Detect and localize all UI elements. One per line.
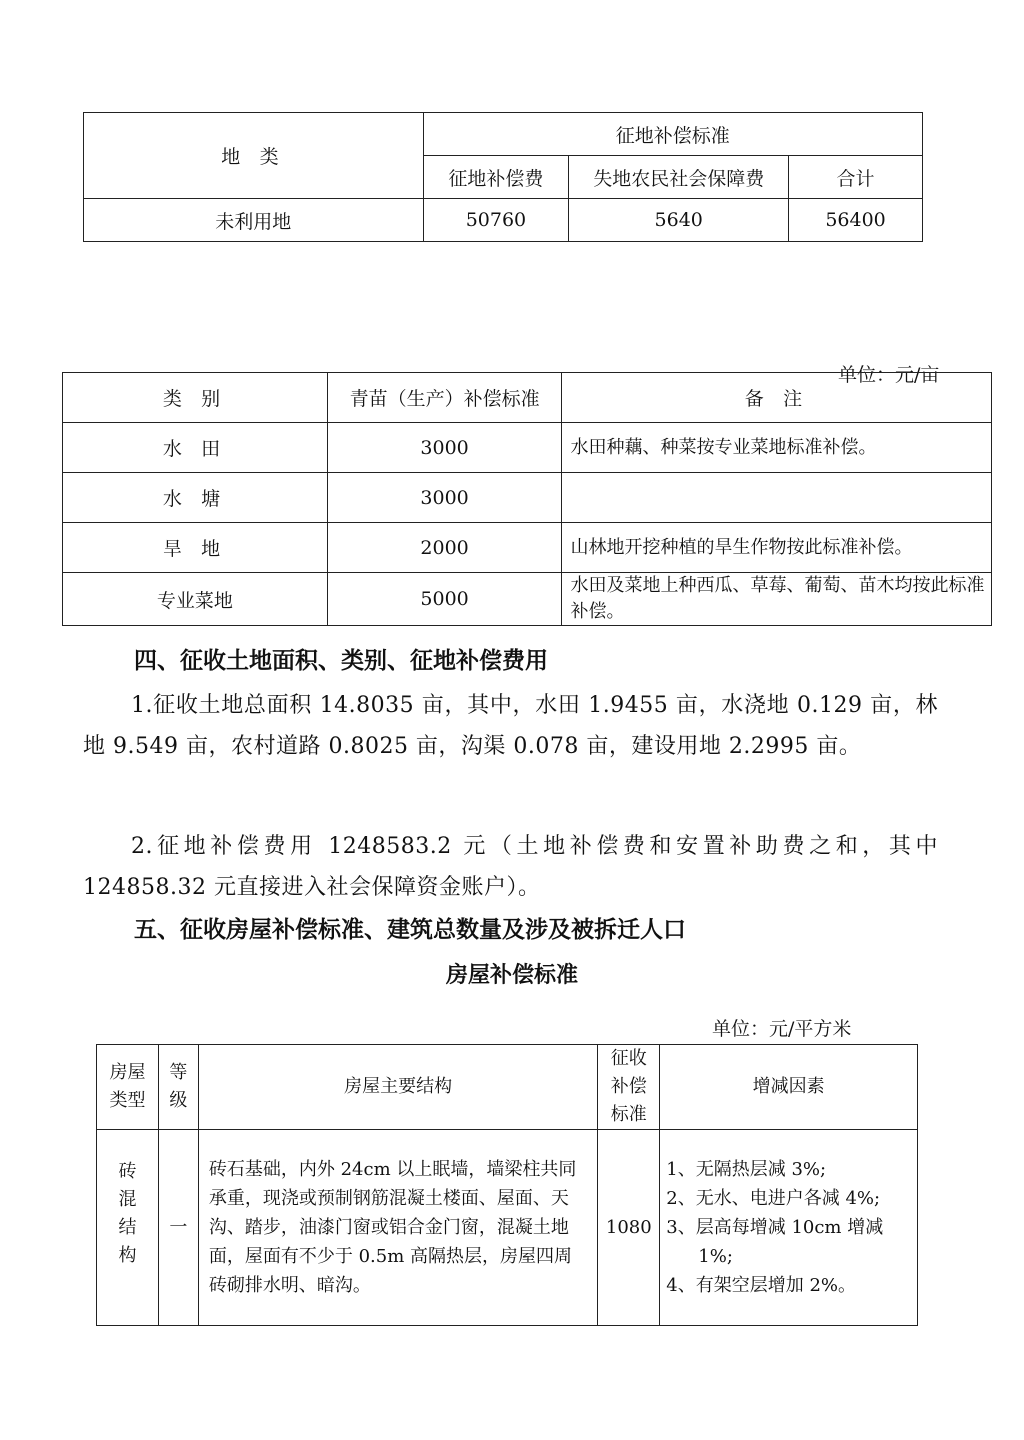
factor-item: 2、无水、电进户各减 4%;	[666, 1188, 881, 1209]
header-note: 备 注	[562, 373, 992, 423]
header-grade: 等 级	[158, 1045, 198, 1130]
table-row	[63, 573, 992, 626]
cell-standard: 3000	[327, 473, 562, 523]
header-main-structure: 房屋主要结构	[198, 1045, 597, 1130]
cell-category: 水 田	[63, 423, 328, 473]
factor-item: 4、有架空层增加 2%。	[666, 1275, 856, 1296]
header-total: 合计	[789, 156, 923, 199]
house-compensation-table	[96, 1044, 918, 1326]
cell-adjustment-factors	[660, 1130, 918, 1326]
unit-label: 单位：元/亩	[838, 364, 940, 386]
table-row	[63, 473, 992, 523]
section4-paragraph-2: 2.征地补偿费用 1248583.2 元（土地补偿费和安置补助费之和，其中 124858.32 元直接进入社会保障资金账户）。	[83, 834, 938, 900]
house-table-title: 房屋补偿标准	[445, 962, 578, 988]
factor-item: 3、层高每增减 10cm 增减 1%;	[666, 1217, 884, 1267]
cell-compensation-standard: 1080	[598, 1130, 660, 1326]
cell-note: 山林地开挖种植的旱生作物按此标准补偿。	[562, 523, 992, 573]
cell-social-security: 5640	[569, 199, 789, 242]
header-compensation-fee: 征地补偿费	[423, 156, 569, 199]
cell-standard: 3000	[327, 423, 562, 473]
cell-land-type: 未利用地	[84, 199, 424, 242]
header-compensation-standard: 征地补偿标准	[423, 113, 923, 156]
header-adjustment-factors: 增减因素	[660, 1045, 918, 1130]
header-crop-standard: 青苗（生产）补偿标准	[327, 373, 562, 423]
land-compensation-table	[83, 112, 923, 242]
cell-note: 水田种藕、种菜按专业菜地标准补偿。	[562, 423, 992, 473]
cell-category: 旱 地	[63, 523, 328, 573]
section5-heading: 五、征收房屋补偿标准、建筑总数量及涉及被拆迁人口	[134, 916, 686, 943]
factor-item: 1、无隔热层减 3%;	[666, 1159, 827, 1180]
section4-paragraph-1: 1.征收土地总面积 14.8035 亩，其中，水田 1.9455 亩，水浇地 0.129 亩，林地 9.549 亩，农村道路 0.8025 亩，沟渠 0.078 亩，建设用地 2.2995 亩。	[83, 693, 938, 759]
crop-compensation-table	[62, 372, 992, 626]
table-row	[97, 1130, 918, 1326]
header-house-type: 房屋 类型	[97, 1045, 159, 1130]
header-land-type: 地 类	[84, 113, 424, 199]
cell-note	[562, 473, 992, 523]
cell-category: 水 塘	[63, 473, 328, 523]
cell-grade: 一	[158, 1130, 198, 1326]
header-category: 类 别	[63, 373, 328, 423]
cell-category: 专业菜地	[63, 573, 328, 626]
cell-compensation: 50760	[423, 199, 569, 242]
header-compensation-standard: 征收 补偿 标准	[598, 1045, 660, 1130]
cell-main-structure: 砖石基础，内外 24cm 以上眠墙，墙梁柱共同承重，现浇或预制钢筋混凝土楼面、屋面、天沟、踏步，油漆门窗或铝合金门窗，混凝土地面，屋面有不少于 0.5m 高隔热层，房屋四周砖砌排水明、暗沟。	[198, 1130, 597, 1326]
table-row	[84, 199, 923, 242]
section4-heading: 四、征收土地面积、类别、征地补偿费用	[134, 647, 548, 674]
cell-house-type: 砖 混 结 构	[97, 1130, 159, 1326]
header-social-security-fee: 失地农民社会保障费	[569, 156, 789, 199]
unit-label: 单位：元/平方米	[712, 1018, 852, 1040]
cell-total: 56400	[789, 199, 923, 242]
table-row	[63, 423, 992, 473]
table-row	[63, 523, 992, 573]
cell-note: 水田及菜地上种西瓜、草莓、葡萄、苗木均按此标准补偿。	[562, 573, 992, 626]
cell-standard: 2000	[327, 523, 562, 573]
cell-standard: 5000	[327, 573, 562, 626]
